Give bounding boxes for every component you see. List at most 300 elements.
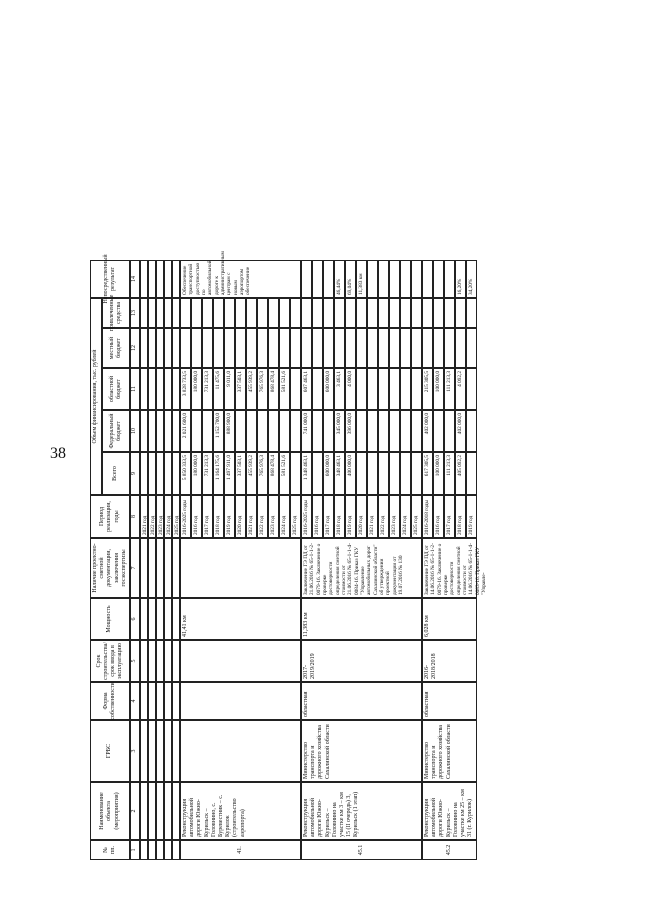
federal-cell: 2 021 600,0: [180, 410, 191, 452]
empty-cell: [172, 782, 180, 840]
total-cell: [356, 452, 367, 495]
empty-cell: [148, 452, 156, 495]
header-num: № пп.: [90, 840, 130, 860]
regional-cell: 731 213,3: [202, 368, 213, 410]
federal-cell: [202, 410, 213, 452]
regional-cell: 581 521,6: [279, 368, 290, 410]
empty-cell: [323, 260, 334, 298]
empty-cell: [367, 260, 378, 298]
local-cell: [257, 328, 268, 368]
empty-cell: [140, 640, 148, 682]
row41-result: Обеспечение транспортной доступностью по автомобильной дороге к административным центрам с новым аэропортом обеспечение: [180, 260, 301, 298]
column-number: 2: [130, 782, 140, 840]
empty-cell: [140, 452, 148, 495]
empty-cell: [312, 260, 323, 298]
local-cell: [191, 328, 202, 368]
empty-cell: [148, 260, 156, 298]
federal-cell: [466, 410, 477, 452]
empty-cell: [140, 598, 148, 640]
attracted-cell: [213, 298, 224, 328]
local-cell: [334, 328, 345, 368]
empty-cell: [400, 260, 411, 298]
column-number: 1: [130, 840, 140, 860]
empty-cell: [148, 682, 156, 720]
federal-cell: [411, 410, 422, 452]
empty-cell: [164, 298, 172, 328]
empty-cell: [172, 538, 180, 598]
total-cell: [290, 452, 301, 495]
local-cell: [356, 328, 367, 368]
row41-grbs: [180, 720, 301, 782]
empty-cell: [140, 782, 148, 840]
regional-cell: 600 000,0: [323, 368, 334, 410]
regional-cell: 11 475,6: [213, 368, 224, 410]
empty-cell: [156, 640, 164, 682]
regional-cell: 9 011,0: [224, 368, 235, 410]
local-cell: [279, 328, 290, 368]
period-cell: 2017 год: [323, 495, 334, 538]
column-number: 6: [130, 598, 140, 640]
attracted-cell: [268, 298, 279, 328]
empty-cell: [164, 682, 172, 720]
attracted-cell: [334, 298, 345, 328]
row411-number: 45.1: [301, 840, 422, 860]
period-cell: 2020 год: [356, 495, 367, 538]
empty-cell: [378, 260, 389, 298]
column-number: 8: [130, 495, 140, 538]
federal-cell: [290, 410, 301, 452]
regional-cell: [389, 368, 400, 410]
period-cell: 2019 год: [345, 495, 356, 538]
header-docs: Наличие проектно-сметной документации, заключения госэкспертизы: [90, 538, 130, 598]
federal-cell: [356, 410, 367, 452]
row411-name: Реконструкция автомобильной дороги Южно-Курильск – Головнино на участке км 3 – км 15 (II очередь) 3, Курильск (1 этап): [301, 782, 422, 840]
total-cell: 581 521,6: [279, 452, 290, 495]
total-cell: [411, 452, 422, 495]
federal-cell: [378, 410, 389, 452]
regional-cell: [356, 368, 367, 410]
empty-cell: [156, 298, 164, 328]
column-number: 14: [130, 260, 140, 298]
column-number: 7: [130, 538, 140, 598]
period-cell: 2020 год: [235, 495, 246, 538]
attracted-cell: [433, 298, 444, 328]
header-finance: Объем финансирования, тыс. рублей: [90, 298, 102, 495]
year-label: 2024 год: [164, 495, 172, 538]
empty-cell: [148, 720, 156, 782]
local-cell: [213, 328, 224, 368]
column-number: 11: [130, 368, 140, 410]
period-cell: 2018 год: [334, 495, 345, 538]
period-cell: 2018 год: [455, 495, 466, 538]
attracted-cell: [224, 298, 235, 328]
empty-cell: [172, 720, 180, 782]
local-cell: [422, 328, 433, 368]
local-cell: [323, 328, 334, 368]
regional-cell: 4 092,2: [455, 368, 466, 410]
local-cell: [378, 328, 389, 368]
local-cell: [367, 328, 378, 368]
empty-cell: [156, 840, 164, 860]
header-name: Наименование объекта (мероприятия): [90, 782, 130, 840]
empty-cell: [148, 538, 156, 598]
row41-docs: [180, 538, 301, 598]
federal-cell: [268, 410, 279, 452]
row41-deadline: [180, 640, 301, 682]
empty-cell: [148, 328, 156, 368]
row411-form: областная: [301, 682, 422, 720]
empty-cell: [172, 260, 180, 298]
local-cell: [400, 328, 411, 368]
empty-cell: [444, 260, 455, 298]
regional-cell: 180 000,0: [191, 368, 202, 410]
total-cell: 348 463,1: [334, 452, 345, 495]
empty-cell: [172, 840, 180, 860]
total-cell: 731 213,3: [202, 452, 213, 495]
row412-docs: Заключение ГЭ ПД от 14.06.2016 № 65-1-1-2-0079-16. Заключение о проверке достоверности определения сметной стоимости от 14.06.2016 № 65-1-1-4-0083-16. Приказ ГКУ "Управле-: [422, 538, 477, 598]
row411-result: 46,44%: [334, 260, 345, 298]
period-cell: 2016-2018 годы: [422, 495, 433, 538]
empty-cell: [156, 598, 164, 640]
header-total: Всего: [102, 452, 130, 495]
header-local: местный бюджет: [102, 328, 130, 368]
empty-cell: [411, 260, 422, 298]
empty-cell: [164, 782, 172, 840]
period-cell: 2025 год: [290, 495, 301, 538]
local-cell: [224, 328, 235, 368]
local-cell: [246, 328, 257, 368]
period-cell: 2021 год: [367, 495, 378, 538]
header-regional: областной бюджет: [102, 368, 130, 410]
column-number: 4: [130, 682, 140, 720]
local-cell: [312, 328, 323, 368]
local-cell: [301, 328, 312, 368]
period-cell: 2024 год: [279, 495, 290, 538]
investment-table: [90, 70, 650, 860]
empty-cell: [148, 840, 156, 860]
attracted-cell: [444, 298, 455, 328]
year-label: 2023 год: [156, 495, 164, 538]
attracted-cell: [246, 298, 257, 328]
header-form: Форма собственности: [90, 682, 130, 720]
attracted-cell: [455, 298, 466, 328]
empty-cell: [172, 452, 180, 495]
local-cell: [268, 328, 279, 368]
rotated-table-wrapper: [90, 70, 650, 860]
column-number: 13: [130, 298, 140, 328]
attracted-cell: [422, 298, 433, 328]
total-cell: 1 164 175,6: [213, 452, 224, 495]
empty-cell: [140, 682, 148, 720]
header-period: Период реализации, годы: [90, 495, 130, 538]
empty-cell: [172, 682, 180, 720]
column-number: 10: [130, 410, 140, 452]
total-cell: 405 092,2: [455, 452, 466, 495]
attracted-cell: [312, 298, 323, 328]
federal-cell: [191, 410, 202, 452]
row41-form: [180, 682, 301, 720]
attracted-cell: [356, 298, 367, 328]
regional-cell: [367, 368, 378, 410]
federal-cell: [323, 410, 334, 452]
federal-cell: [312, 410, 323, 452]
empty-cell: [172, 410, 180, 452]
row411-result: 69,04%: [345, 260, 356, 298]
attracted-cell: [378, 298, 389, 328]
empty-cell: [148, 598, 156, 640]
empty-cell: [164, 328, 172, 368]
regional-cell: 337 503,1: [235, 368, 246, 410]
federal-cell: [367, 410, 378, 452]
period-cell: 2016-2025 годы: [301, 495, 312, 538]
empty-cell: [140, 328, 148, 368]
empty-cell: [156, 328, 164, 368]
attracted-cell: [389, 298, 400, 328]
local-cell: [202, 328, 213, 368]
empty-cell: [164, 538, 172, 598]
row412-result: 16,20%: [455, 260, 466, 298]
header-attracted: привлеченные средства: [102, 298, 130, 328]
column-number: 12: [130, 328, 140, 368]
total-cell: [378, 452, 389, 495]
federal-cell: 1 152 700,0: [213, 410, 224, 452]
attracted-cell: [235, 298, 246, 328]
year-label: 2022 год: [148, 495, 156, 538]
period-cell: 2016 год: [312, 495, 323, 538]
period-cell: 2017 год: [202, 495, 213, 538]
column-number: 3: [130, 720, 140, 782]
regional-cell: 3 463,1: [334, 368, 345, 410]
empty-cell: [164, 598, 172, 640]
empty-cell: [156, 720, 164, 782]
row411-result: 11,383 км: [356, 260, 367, 298]
empty-cell: [164, 260, 172, 298]
row41-name: Реконструкция автомобильной дороги Южно-Курильск – Головнино, с. Буревестник – с. Курилок (строительство аэропорта): [180, 782, 301, 840]
period-cell: 2016 год: [191, 495, 202, 538]
period-cell: 2024 год: [400, 495, 411, 538]
attracted-cell: [290, 298, 301, 328]
period-cell: 2017 год: [444, 495, 455, 538]
regional-cell: 215 305,5: [422, 368, 433, 410]
attracted-cell: [345, 298, 356, 328]
row411-power: 11,383 км: [301, 598, 422, 640]
empty-cell: [164, 410, 172, 452]
empty-cell: [172, 598, 180, 640]
empty-cell: [148, 640, 156, 682]
regional-cell: 607 463,1: [301, 368, 312, 410]
regional-cell: 111 213,3: [444, 368, 455, 410]
local-cell: [455, 328, 466, 368]
attracted-cell: [180, 298, 191, 328]
empty-cell: [164, 640, 172, 682]
row412-name: Реконструкция автомобильной дороги Южно-Курильск – Головнино на участке км 25 – км 31 (г. Курилок): [422, 782, 477, 840]
total-cell: 455 939,2: [246, 452, 257, 495]
period-cell: 2022 год: [257, 495, 268, 538]
federal-cell: 741 000,0: [301, 410, 312, 452]
regional-cell: 3 828 733,5: [180, 368, 191, 410]
total-cell: 111 213,3: [444, 452, 455, 495]
empty-cell: [301, 260, 312, 298]
regional-cell: [378, 368, 389, 410]
empty-cell: [433, 260, 444, 298]
federal-cell: [389, 410, 400, 452]
local-cell: [444, 328, 455, 368]
total-cell: 337 503,1: [235, 452, 246, 495]
regional-cell: [400, 368, 411, 410]
row411-grbs: Министерство транспорта и дорожного хозяйства Сахалинской области: [301, 720, 422, 782]
empty-cell: [156, 260, 164, 298]
local-cell: [180, 328, 191, 368]
empty-cell: [164, 368, 172, 410]
empty-cell: [389, 260, 400, 298]
empty-cell: [422, 260, 433, 298]
period-cell: 2021 год: [246, 495, 257, 538]
empty-cell: [140, 298, 148, 328]
period-cell: 2022 год: [378, 495, 389, 538]
header-result: Непосредственный результат: [90, 260, 130, 298]
attracted-cell: [466, 298, 477, 328]
row412-number: 45.2: [422, 840, 477, 860]
year-label: 2021 год: [140, 495, 148, 538]
regional-cell: [466, 368, 477, 410]
row412-grbs: Министерство транспорта и дорожного хозяйства Сахалинской области: [422, 720, 477, 782]
empty-cell: [156, 368, 164, 410]
total-cell: [367, 452, 378, 495]
row411-deadline: 2017-2019/2019: [301, 640, 422, 682]
empty-cell: [148, 410, 156, 452]
attracted-cell: [202, 298, 213, 328]
total-cell: 1 497 911,0: [224, 452, 235, 495]
empty-cell: [172, 640, 180, 682]
regional-cell: [411, 368, 422, 410]
empty-cell: [172, 328, 180, 368]
total-cell: 765 976,3: [257, 452, 268, 495]
header-deadline: Срок строительства/ срок ввода в эксплуатацию: [90, 640, 130, 682]
local-cell: [389, 328, 400, 368]
row412-power: 6,028 км: [422, 598, 477, 640]
local-cell: [411, 328, 422, 368]
total-cell: [466, 452, 477, 495]
empty-cell: [140, 538, 148, 598]
row412-form: областная: [422, 682, 477, 720]
regional-cell: [290, 368, 301, 410]
empty-cell: [148, 298, 156, 328]
row41-number: 41.: [180, 840, 301, 860]
empty-cell: [148, 782, 156, 840]
total-cell: 180 000,0: [191, 452, 202, 495]
attracted-cell: [411, 298, 422, 328]
attracted-cell: [301, 298, 312, 328]
total-cell: 600 000,0: [323, 452, 334, 495]
period-cell: 2019 год: [224, 495, 235, 538]
empty-cell: [172, 298, 180, 328]
attracted-cell: [279, 298, 290, 328]
local-cell: [290, 328, 301, 368]
empty-cell: [140, 410, 148, 452]
federal-cell: 402 000,0: [455, 410, 466, 452]
row412-result: 34,20%: [466, 260, 477, 298]
regional-cell: 455 939,2: [246, 368, 257, 410]
federal-cell: [246, 410, 257, 452]
empty-cell: [156, 452, 164, 495]
empty-cell: [164, 720, 172, 782]
total-cell: 100 000,0: [433, 452, 444, 495]
total-cell: [400, 452, 411, 495]
period-cell: 2016 год: [433, 495, 444, 538]
row412-deadline: 2016-2018/2018: [422, 640, 477, 682]
total-cell: 400 000,0: [345, 452, 356, 495]
total-cell: [389, 452, 400, 495]
header-grbs: ГРБС: [90, 720, 130, 782]
local-cell: [433, 328, 444, 368]
regional-cell: 765 976,3: [257, 368, 268, 410]
empty-cell: [140, 840, 148, 860]
header-federal: Федеральный бюджет: [102, 410, 130, 452]
local-cell: [235, 328, 246, 368]
attracted-cell: [257, 298, 268, 328]
regional-cell: [312, 368, 323, 410]
empty-cell: [140, 720, 148, 782]
period-cell: 2019 год: [466, 495, 477, 538]
federal-cell: [235, 410, 246, 452]
federal-cell: [279, 410, 290, 452]
row41-power: 41,41 км: [180, 598, 301, 640]
federal-cell: [400, 410, 411, 452]
empty-cell: [164, 840, 172, 860]
header-power: Мощность: [90, 598, 130, 640]
empty-cell: [172, 368, 180, 410]
column-number: 9: [130, 452, 140, 495]
empty-cell: [156, 410, 164, 452]
federal-cell: [257, 410, 268, 452]
regional-cell: 100 000,0: [433, 368, 444, 410]
empty-cell: [140, 260, 148, 298]
local-cell: [466, 328, 477, 368]
column-number: 5: [130, 640, 140, 682]
regional-cell: 4 000,0: [345, 368, 356, 410]
period-cell: 2023 год: [268, 495, 279, 538]
empty-cell: [156, 782, 164, 840]
attracted-cell: [323, 298, 334, 328]
period-cell: 2016-2025 годы: [180, 495, 191, 538]
period-cell: 2025 год: [411, 495, 422, 538]
attracted-cell: [191, 298, 202, 328]
federal-cell: [444, 410, 455, 452]
attracted-cell: [367, 298, 378, 328]
period-cell: 2018 год: [213, 495, 224, 538]
empty-cell: [140, 368, 148, 410]
federal-cell: 402 000,0: [422, 410, 433, 452]
total-cell: [312, 452, 323, 495]
page-number: 38: [50, 445, 66, 462]
total-cell: 617 305,5: [422, 452, 433, 495]
federal-cell: 888 900,0: [224, 410, 235, 452]
empty-cell: [156, 682, 164, 720]
year-label: 2025 год: [172, 495, 180, 538]
row411-docs: Заключение ГЭ ПД от 21.06.2016 № 65-1-1-2-0079-16. Заключение о проверке достоверности определения сметной стоимости от 21.06.2016 № 65-1-1-4-0084-16. Приказ ГКУ "Управление автомобильных дорог Сахалинской области" об утверждении проектной документации от 19.07.2016 № 130: [301, 538, 422, 598]
federal-cell: 345 000,0: [334, 410, 345, 452]
total-cell: 868 478,4: [268, 452, 279, 495]
local-cell: [345, 328, 356, 368]
empty-cell: [156, 538, 164, 598]
empty-cell: [148, 368, 156, 410]
regional-cell: 868 478,4: [268, 368, 279, 410]
attracted-cell: [400, 298, 411, 328]
total-cell: 5 850 333,5: [180, 452, 191, 495]
period-cell: 2023 год: [389, 495, 400, 538]
total-cell: 1 348 463,1: [301, 452, 312, 495]
federal-cell: 396 000,0: [345, 410, 356, 452]
